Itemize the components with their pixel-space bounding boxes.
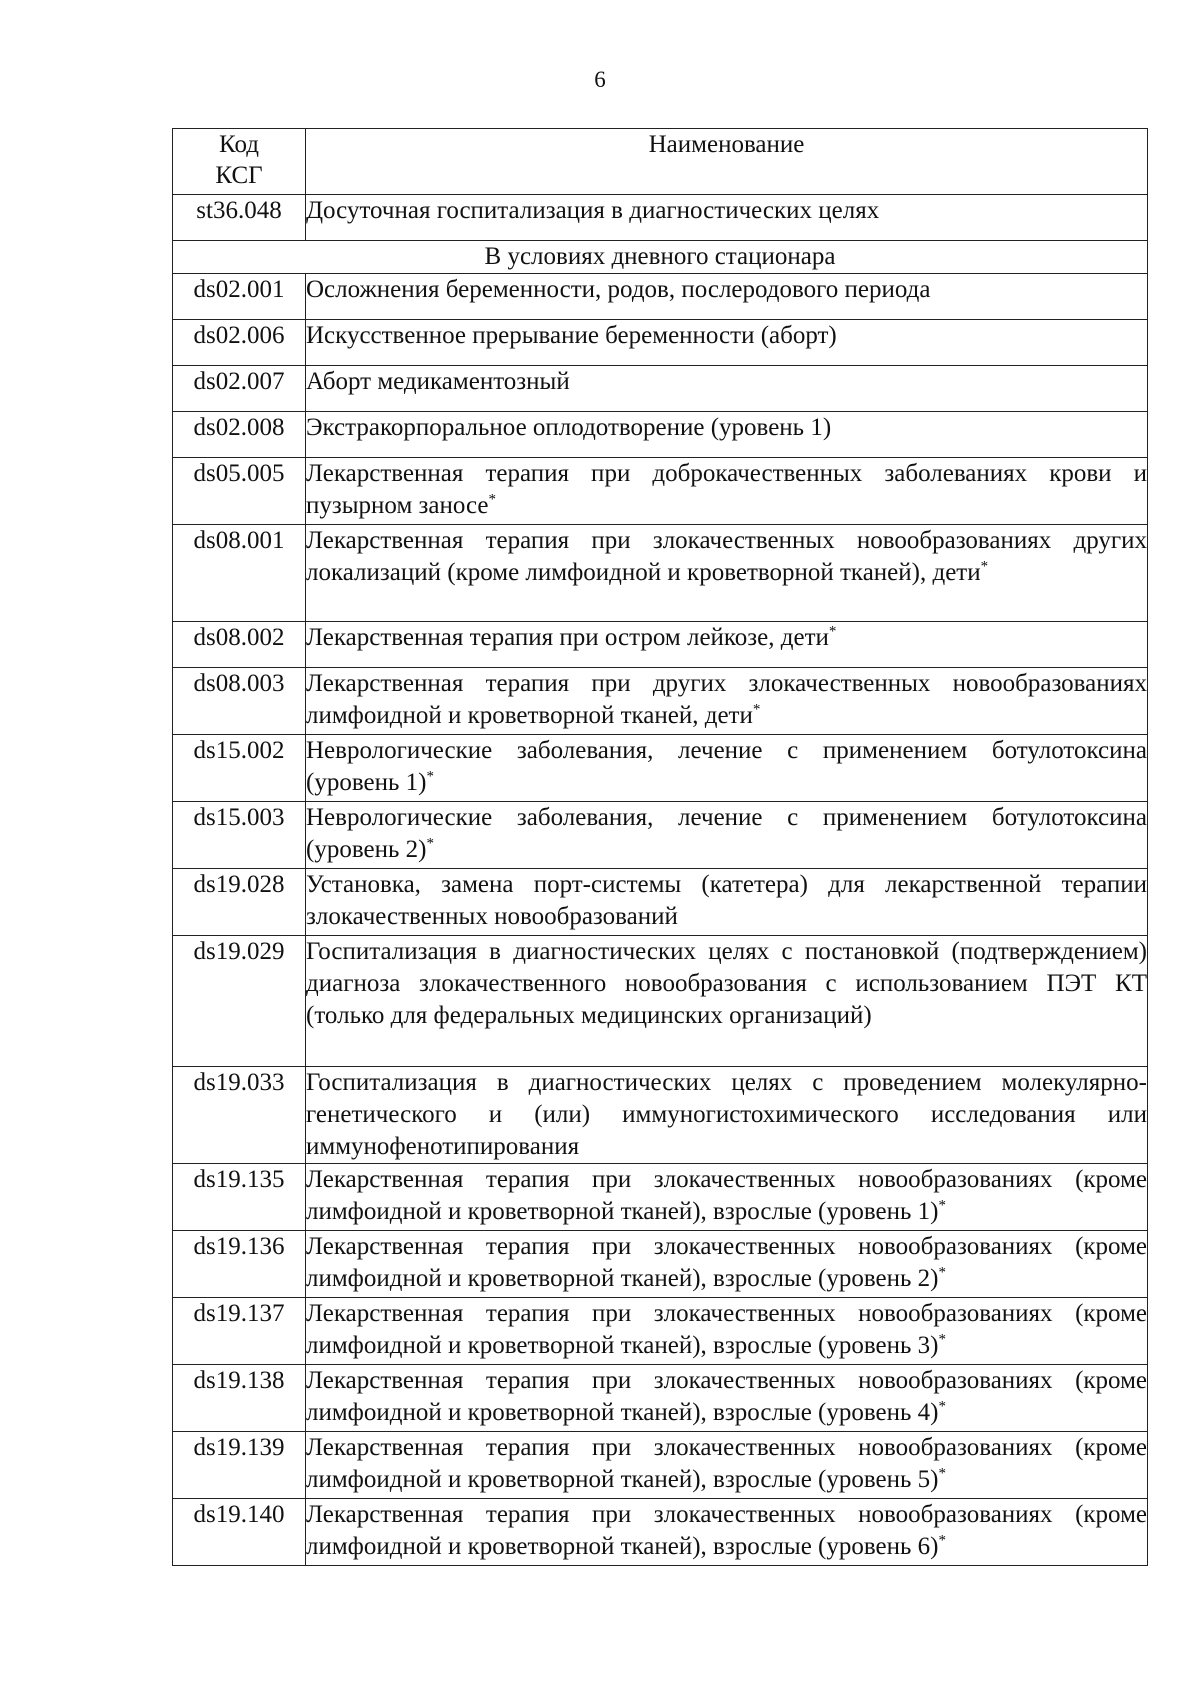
row-name-text: Лекарственная терапия при злокачественных новообразованиях (кроме лимфоидной и кроветворной тканей), взрослые (уровень 1): [306, 1166, 1147, 1225]
row-name: [306, 525, 1148, 622]
row-name-text: Неврологические заболевания, лечение с применением ботулотоксина (уровень 2): [306, 804, 1147, 863]
footnote-mark: *: [828, 623, 837, 640]
row-name: [306, 195, 1148, 241]
table-header-row: [173, 129, 1148, 195]
table-row: [173, 1298, 1148, 1365]
row-name-text: Лекарственная терапия при злокачественных новообразованиях других локализаций (кроме лимфоидной и кроветворной тканей), дети: [306, 527, 1147, 586]
table-row: [173, 936, 1148, 1067]
column-header-code-line1: Код: [219, 131, 259, 158]
row-name-text: Экстракорпоральное оплодотворение (уровень 1): [306, 414, 832, 441]
row-code: ds15.003: [173, 802, 306, 869]
row-name: [306, 802, 1148, 869]
row-name: [306, 1164, 1148, 1231]
row-name-text: Госпитализация в диагностических целях с проведением молекулярно-генетического и (или) иммуногистохимического исследования или иммунофенотипирования: [306, 1069, 1147, 1160]
row-name-text: Аборт медикаментозный: [306, 368, 570, 395]
row-name: [306, 1499, 1148, 1566]
footnote-mark: *: [426, 835, 434, 852]
section-row: [173, 241, 1148, 274]
row-code: ds19.138: [173, 1365, 306, 1432]
table-row: [173, 1499, 1148, 1566]
row-name-text: Госпитализация в диагностических целях с постановкой (подтверждением) диагноза злокачественного новообразования с использованием ПЭТ КТ (только для федеральных медицинских организаций): [306, 938, 1147, 1029]
row-name: [306, 1432, 1148, 1499]
row-name: [306, 622, 1148, 668]
row-code: ds02.006: [173, 320, 306, 366]
row-name-text: Неврологические заболевания, лечение с применением ботулотоксина (уровень 1): [306, 737, 1147, 796]
table-row: [173, 1067, 1148, 1164]
footnote-mark: *: [752, 701, 761, 718]
row-name-text: Лекарственная терапия при злокачественных новообразованиях (кроме лимфоидной и кроветворной тканей), взрослые (уровень 4): [306, 1367, 1147, 1426]
table-row: [173, 366, 1148, 412]
ksg-table: [172, 128, 1148, 1566]
row-name: [306, 320, 1148, 366]
row-name: [306, 458, 1148, 525]
row-code: ds08.002: [173, 622, 306, 668]
row-name-text: Лекарственная терапия при злокачественных новообразованиях (кроме лимфоидной и кроветворной тканей), взрослые (уровень 5): [306, 1434, 1147, 1493]
table-rows: [173, 274, 1148, 1566]
table-row: [173, 802, 1148, 869]
row-name-text: Лекарственная терапия при злокачественных новообразованиях (кроме лимфоидной и кроветворной тканей), взрослые (уровень 6): [306, 1501, 1147, 1560]
row-name: [306, 1365, 1148, 1432]
row-name: [306, 1231, 1148, 1298]
footnote-mark: *: [938, 1331, 946, 1348]
table-row: [173, 622, 1148, 668]
table-row: [173, 1365, 1148, 1432]
row-code: ds02.008: [173, 412, 306, 458]
row-code: ds19.136: [173, 1231, 306, 1298]
row-code: ds02.001: [173, 274, 306, 320]
table-row: [173, 320, 1148, 366]
table-row: [173, 195, 1148, 241]
row-name: [306, 1298, 1148, 1365]
row-code: st36.048: [173, 195, 306, 241]
row-name-text: Лекарственная терапия при доброкачественных заболеваниях крови и пузырном заносе: [306, 460, 1147, 519]
row-name-text: Лекарственная терапия при других злокачественных новообразованиях лимфоидной и кроветворной тканей, дети: [306, 670, 1147, 729]
column-header-name: Наименование: [306, 129, 1148, 195]
footnote-mark: *: [938, 1264, 946, 1281]
table-row: [173, 525, 1148, 622]
row-code: ds19.139: [173, 1432, 306, 1499]
footnote-mark: *: [426, 768, 434, 785]
row-name: [306, 366, 1148, 412]
row-code: ds15.002: [173, 735, 306, 802]
row-name-text: Лекарственная терапия при остром лейкозе, дети: [306, 624, 829, 651]
row-code: ds19.033: [173, 1067, 306, 1164]
table-row: [173, 458, 1148, 525]
footnote-mark: *: [938, 1197, 946, 1214]
row-name-text: Досуточная госпитализация в диагностических целях: [306, 197, 880, 224]
table-row: [173, 869, 1148, 936]
section-title: В условиях дневного стационара: [173, 241, 1148, 274]
footnote-mark: *: [938, 1465, 946, 1482]
row-code: ds19.135: [173, 1164, 306, 1231]
column-header-code-line2: КСГ: [215, 162, 263, 189]
footnote-mark: *: [938, 1398, 946, 1415]
row-code: ds19.137: [173, 1298, 306, 1365]
table-row: [173, 1432, 1148, 1499]
row-code: ds08.003: [173, 668, 306, 735]
row-code: ds08.001: [173, 525, 306, 622]
footnote-mark: *: [488, 491, 496, 508]
table-row: [173, 1164, 1148, 1231]
row-name: [306, 412, 1148, 458]
row-name-text: Осложнения беременности, родов, послеродового периода: [306, 276, 931, 303]
footnote-mark: *: [938, 1532, 946, 1549]
row-code: ds19.140: [173, 1499, 306, 1566]
column-header-code: [173, 129, 306, 195]
row-name-text: Установка, замена порт-системы (катетера) для лекарственной терапии злокачественных новообразований: [306, 871, 1147, 930]
page-number: 6: [594, 67, 606, 92]
row-code: ds19.028: [173, 869, 306, 936]
row-code: ds05.005: [173, 458, 306, 525]
row-name: [306, 735, 1148, 802]
table-row: [173, 735, 1148, 802]
row-name: [306, 869, 1148, 936]
footnote-mark: *: [980, 558, 989, 575]
table-row: [173, 668, 1148, 735]
row-name: [306, 1067, 1148, 1164]
table-row: [173, 1231, 1148, 1298]
row-name-text: Лекарственная терапия при злокачественных новообразованиях (кроме лимфоидной и кроветворной тканей), взрослые (уровень 3): [306, 1300, 1147, 1359]
row-name: [306, 936, 1148, 1067]
row-name-text: Искусственное прерывание беременности (аборт): [306, 322, 837, 349]
row-code: ds19.029: [173, 936, 306, 1067]
table-row: [173, 412, 1148, 458]
row-name: [306, 668, 1148, 735]
table-row: [173, 274, 1148, 320]
row-name: [306, 274, 1148, 320]
row-name-text: Лекарственная терапия при злокачественных новообразованиях (кроме лимфоидной и кроветворной тканей), взрослые (уровень 2): [306, 1233, 1147, 1292]
row-code: ds02.007: [173, 366, 306, 412]
